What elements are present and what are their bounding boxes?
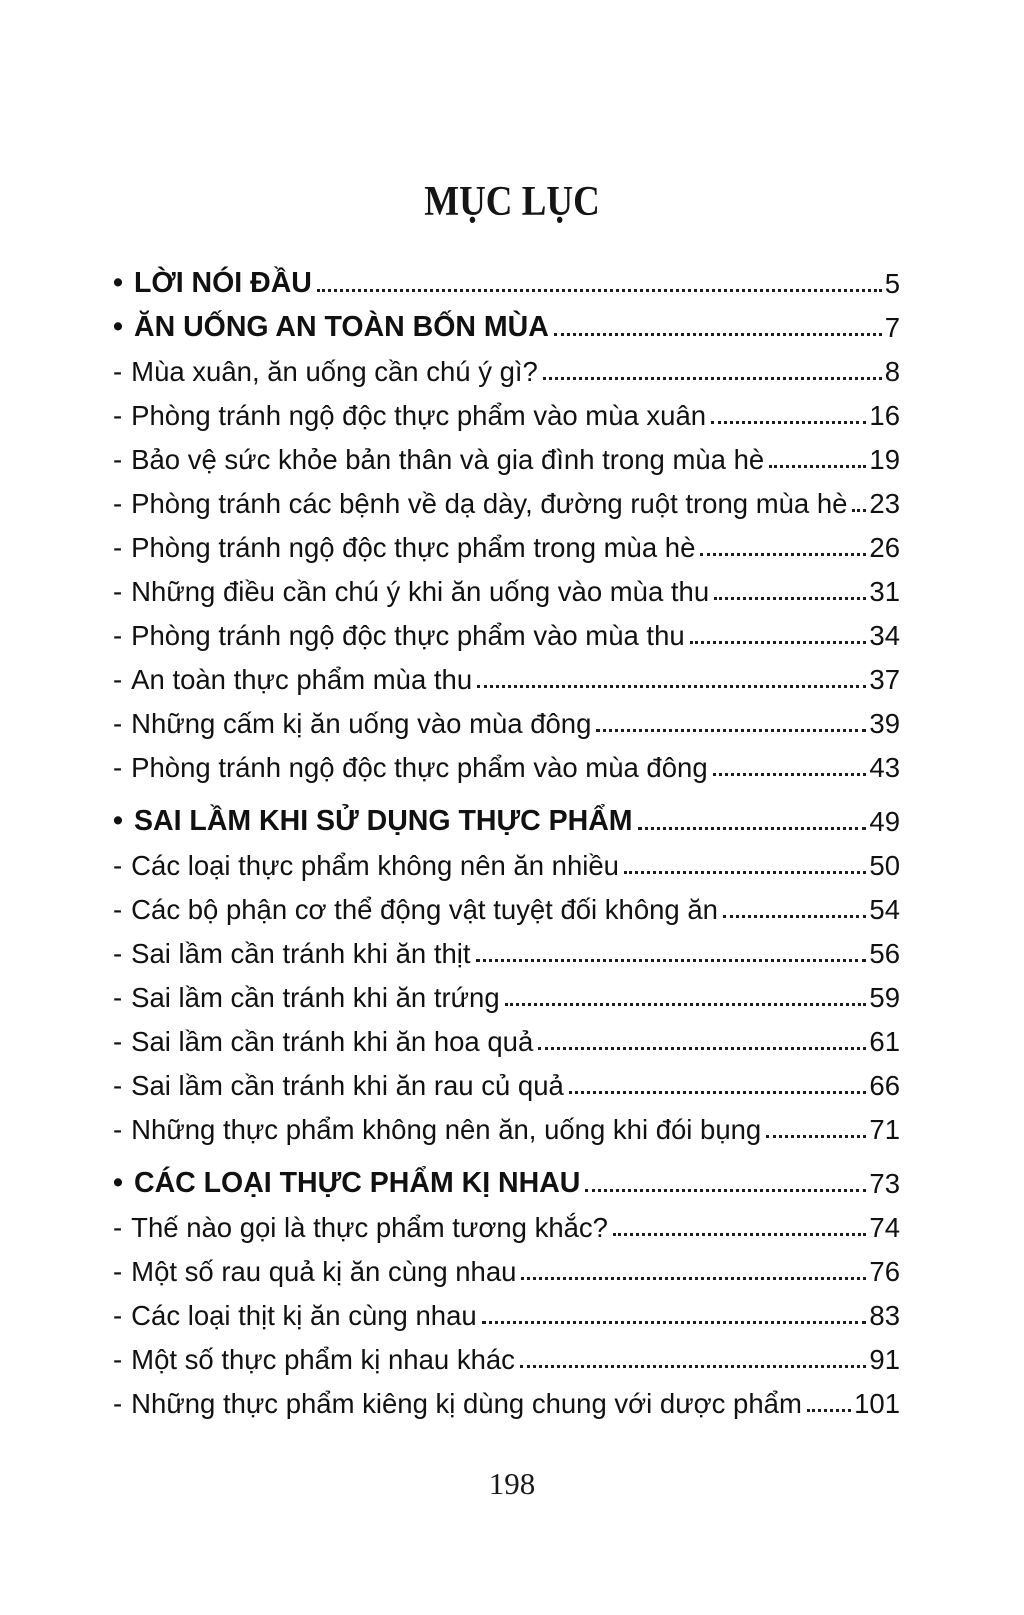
entry-marker-icon: - <box>113 1343 123 1375</box>
entry-page-number: 39 <box>869 707 900 739</box>
entry-label: Mùa xuân, ăn uống cần chú ý gì? <box>131 355 538 387</box>
dot-leader <box>317 289 882 292</box>
toc-entry <box>113 701 900 745</box>
toc-entry <box>113 261 900 305</box>
entry-label: CÁC LOẠI THỰC PHẨM KỊ NHAU <box>133 1166 581 1199</box>
entry-label: Sai lầm cần tránh khi ăn rau củ quả <box>131 1069 564 1101</box>
dot-leader <box>613 1233 866 1236</box>
entry-marker-icon: - <box>113 487 123 519</box>
toc-entry <box>113 799 900 843</box>
entry-page-number: 61 <box>869 1025 900 1057</box>
entry-page-number: 8 <box>884 355 900 387</box>
entry-label: Thế nào gọi là thực phẩm tương khắc? <box>131 1211 608 1243</box>
toc-entry <box>113 931 900 975</box>
entry-marker-icon: - <box>113 663 123 695</box>
entry-label: Những điều cần chú ý khi ăn uống vào mùa thu <box>131 575 710 607</box>
entry-label: An toàn thực phẩm mùa thu <box>131 663 473 695</box>
entry-page-number: 101 <box>854 1387 900 1419</box>
toc-entry <box>113 569 900 613</box>
entry-label: Một số thực phẩm kị nhau khác <box>131 1343 515 1375</box>
toc-entry <box>113 1205 900 1249</box>
toc-entry <box>113 887 900 931</box>
toc-entry <box>113 481 900 525</box>
dot-leader <box>505 1003 867 1006</box>
entry-marker-icon: - <box>113 355 123 387</box>
entry-marker-icon: - <box>113 1211 123 1243</box>
entry-page-number: 59 <box>869 981 900 1013</box>
entry-marker-icon: - <box>113 751 123 783</box>
toc-entry <box>113 349 900 393</box>
dot-leader <box>714 597 866 600</box>
entry-marker-icon: - <box>113 893 123 925</box>
entry-page-number: 5 <box>884 267 900 299</box>
entry-label: Một số rau quả kị ăn cùng nhau <box>131 1255 517 1287</box>
entry-label: Những thực phẩm không nên ăn, uống khi đói bụng <box>131 1113 762 1145</box>
dot-leader <box>769 465 866 468</box>
entry-page-number: 31 <box>869 575 900 607</box>
entry-page-number: 56 <box>869 937 900 969</box>
toc-entry <box>113 393 900 437</box>
entry-page-number: 71 <box>869 1113 900 1145</box>
entry-page-number: 49 <box>869 805 900 837</box>
entry-marker-icon: • <box>113 266 123 299</box>
entry-label: Sai lầm cần tránh khi ăn thịt <box>131 937 471 969</box>
entry-marker-icon: • <box>113 804 123 837</box>
entry-marker-icon: - <box>113 531 123 563</box>
entry-page-number: 19 <box>869 443 900 475</box>
entry-page-number: 16 <box>869 399 900 431</box>
dot-leader <box>700 553 866 556</box>
entry-page-number: 26 <box>869 531 900 563</box>
dot-leader <box>596 729 866 732</box>
toc-entry <box>113 1107 900 1151</box>
entry-marker-icon: - <box>113 937 123 969</box>
toc-entry <box>113 1249 900 1293</box>
toc-entry <box>113 305 900 349</box>
entry-label: Các bộ phận cơ thể động vật tuyệt đối không ăn <box>131 893 718 925</box>
dot-leader <box>482 1321 867 1324</box>
entry-label: Những cấm kị ăn uống vào mùa đông <box>131 707 592 739</box>
entry-label: SAI LẦM KHI SỬ DỤNG THỰC PHẨM <box>133 804 633 837</box>
entry-page-number: 66 <box>869 1069 900 1101</box>
dot-leader <box>585 1189 866 1192</box>
entry-marker-icon: - <box>113 443 123 475</box>
entry-page-number: 83 <box>869 1299 900 1331</box>
toc-entry <box>113 1381 900 1425</box>
toc-entry <box>113 613 900 657</box>
entry-marker-icon: - <box>113 1255 123 1287</box>
toc-entry <box>113 1337 900 1381</box>
dot-leader <box>543 377 882 380</box>
entry-label: Bảo vệ sức khỏe bản thân và gia đình trong mùa hè <box>131 443 765 475</box>
toc-entry <box>113 437 900 481</box>
entry-page-number: 91 <box>869 1343 900 1375</box>
toc-entry <box>113 843 900 887</box>
entry-marker-icon: - <box>113 1299 123 1331</box>
dot-leader <box>852 509 866 512</box>
dot-leader <box>538 1047 866 1050</box>
entry-marker-icon: - <box>113 575 123 607</box>
dot-leader <box>638 827 867 830</box>
dot-leader <box>766 1135 866 1138</box>
entry-page-number: 34 <box>869 619 900 651</box>
entry-label: Phòng tránh ngộ độc thực phẩm vào mùa xuân <box>131 399 707 431</box>
entry-marker-icon: - <box>113 849 123 881</box>
toc-entry <box>113 657 900 701</box>
dot-leader <box>807 1409 851 1412</box>
entry-page-number: 23 <box>869 487 900 519</box>
page-title: MỤC LỤC <box>424 179 600 225</box>
entry-label: Các loại thực phẩm không nên ăn nhiều <box>131 849 619 881</box>
entry-page-number: 73 <box>869 1167 900 1199</box>
entry-label: Phòng tránh ngộ độc thực phẩm vào mùa đông <box>131 751 708 783</box>
entry-marker-icon: - <box>113 1387 123 1419</box>
entry-marker-icon: - <box>113 1113 123 1145</box>
entry-label: Phòng tránh ngộ độc thực phẩm vào mùa thu <box>131 619 685 651</box>
entry-marker-icon: • <box>113 310 123 343</box>
entry-page-number: 7 <box>884 311 900 343</box>
dot-leader <box>476 959 867 962</box>
entry-page-number: 43 <box>869 751 900 783</box>
toc-entry <box>113 745 900 789</box>
toc-entry <box>113 525 900 569</box>
dot-leader <box>520 1365 866 1368</box>
entry-label: Phòng tránh ngộ độc thực phẩm trong mùa hè <box>131 531 696 563</box>
toc-entry <box>113 1063 900 1107</box>
dot-leader <box>569 1091 867 1094</box>
folio-page-number: 198 <box>488 1466 536 1501</box>
entry-label: Các loại thịt kị ăn cùng nhau <box>131 1299 477 1331</box>
entry-marker-icon: • <box>113 1166 123 1199</box>
dot-leader <box>713 773 867 776</box>
entry-page-number: 76 <box>869 1255 900 1287</box>
dot-leader <box>711 421 866 424</box>
entry-label: Sai lầm cần tránh khi ăn trứng <box>131 981 500 1013</box>
entry-page-number: 74 <box>869 1211 900 1243</box>
entry-marker-icon: - <box>113 981 123 1013</box>
entry-label: Phòng tránh các bệnh về dạ dày, đường ruột trong mùa hè <box>131 487 848 519</box>
entry-marker-icon: - <box>113 1025 123 1057</box>
dot-leader <box>690 641 867 644</box>
toc-entry <box>113 1293 900 1337</box>
toc-entry <box>113 1019 900 1063</box>
dot-leader <box>477 685 866 688</box>
entry-label: Những thực phẩm kiêng kị dùng chung với dược phẩm <box>131 1387 802 1419</box>
entry-marker-icon: - <box>113 399 123 431</box>
entry-marker-icon: - <box>113 619 123 651</box>
entry-label: ĂN UỐNG AN TOÀN BỐN MÙA <box>133 310 549 343</box>
entry-marker-icon: - <box>113 1069 123 1101</box>
toc-entry <box>113 1161 900 1205</box>
entry-label: LỜI NÓI ĐẦU <box>133 266 312 299</box>
toc-entry <box>113 975 900 1019</box>
entry-page-number: 54 <box>869 893 900 925</box>
toc-list <box>113 261 900 1425</box>
entry-page-number: 50 <box>869 849 900 881</box>
dot-leader <box>521 1277 866 1280</box>
dot-leader <box>624 871 866 874</box>
dot-leader <box>723 915 866 918</box>
entry-label: Sai lầm cần tránh khi ăn hoa quả <box>131 1025 534 1057</box>
entry-marker-icon: - <box>113 707 123 739</box>
entry-page-number: 37 <box>869 663 900 695</box>
dot-leader <box>554 333 882 336</box>
